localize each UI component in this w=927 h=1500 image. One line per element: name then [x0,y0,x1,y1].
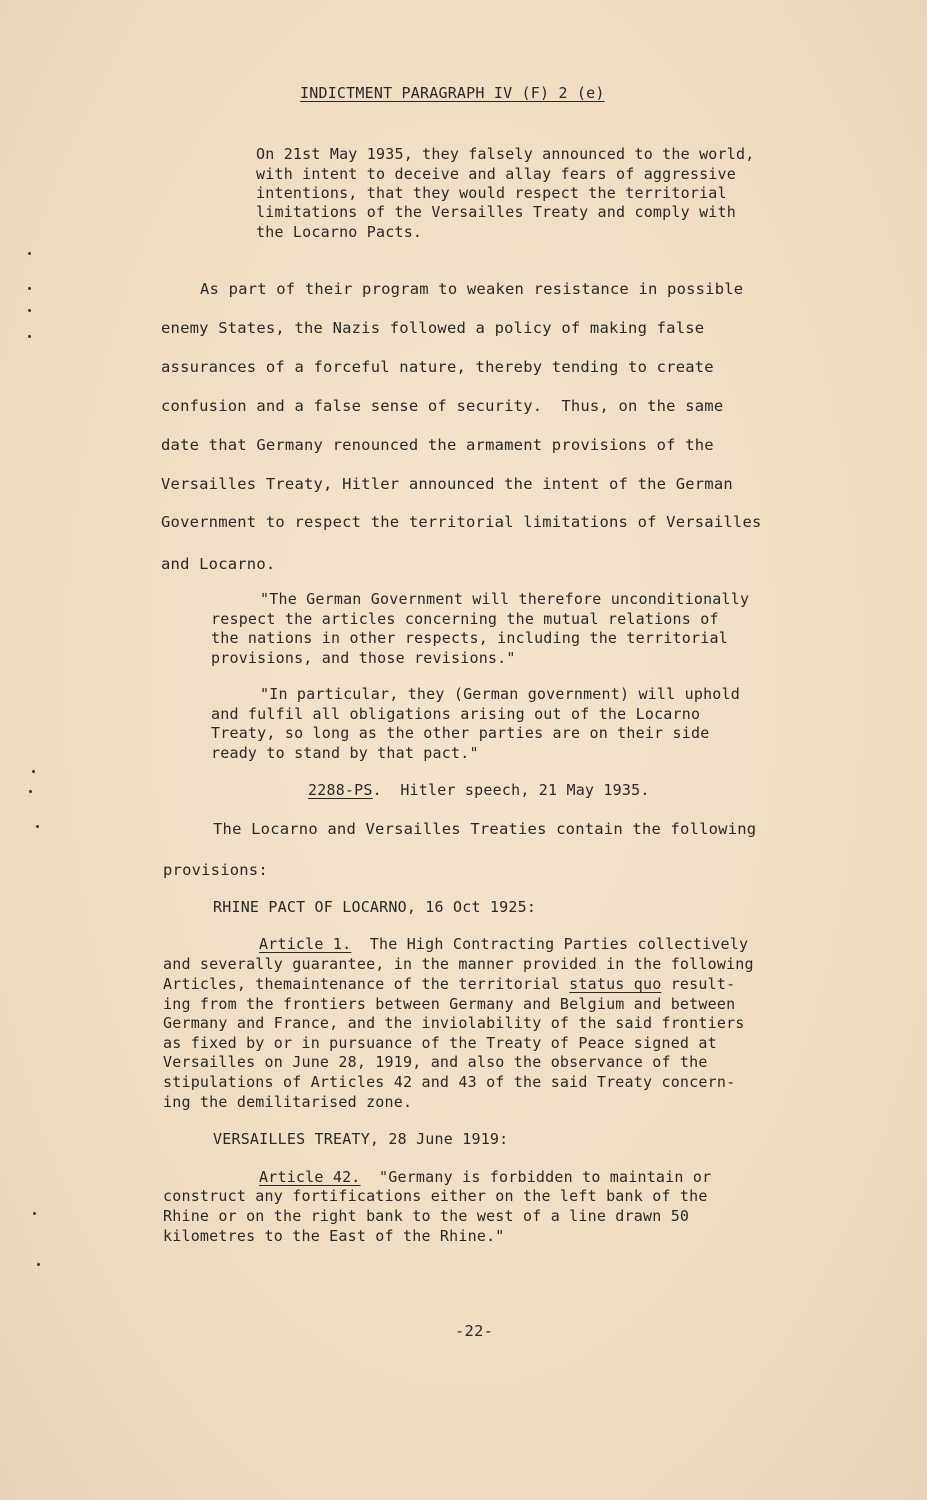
locarno-article-line: Versailles on June 28, 1919, and also the observance of the [163,1053,708,1071]
locarno-article-line: and severally guarantee, in the manner provided in the following [163,955,754,973]
quote-line: ready to stand by that pact." [211,744,479,762]
scan-speck [36,825,39,828]
body-line: Government to respect the territorial limitations of Versailles [161,513,762,531]
body-line: enemy States, the Nazis followed a policy of making false [161,319,705,337]
locarno-heading: RHINE PACT OF LOCARNO, 16 Oct 1925: [213,898,537,916]
versailles-article-line: construct any fortifications either on the left bank of the [163,1187,708,1205]
scan-speck [28,309,31,312]
citation-text: . Hitler speech, 21 May 1935. [372,781,650,799]
body-line: and Locarno. [161,555,276,573]
quote-line: and fulfil all obligations arising out of the Locarno [211,705,701,723]
locarno-text-post: result- [661,975,736,993]
scan-speck [28,335,31,338]
quote-line: provisions, and those revisions." [211,649,516,667]
versailles-article-line: kilometres to the East of the Rhine." [163,1227,505,1245]
scan-speck [28,252,31,255]
scan-speck [37,1263,40,1266]
locarno-text-pre: Articles, themaintenance of the territorial [163,975,570,993]
locarno-article-line [259,935,748,955]
locarno-article-line [163,975,735,995]
versailles-article-text: "Germany is forbidden to maintain or [360,1168,712,1186]
allegation-line: with intent to deceive and allay fears of aggressive [256,165,736,183]
versailles-article-line [259,1168,711,1188]
quote-line: Treaty, so long as the other parties are on their side [211,724,710,742]
quote-line: the nations in other respects, including the territorial [211,629,728,647]
allegation-line: intentions, that they would respect the territorial [256,184,727,202]
allegation-line: On 21st May 1935, they falsely announced to the world, [256,145,755,163]
versailles-article-label: Article 42. [259,1168,361,1186]
versailles-heading: VERSAILLES TREATY, 28 June 1919: [213,1130,509,1148]
locarno-article-line: Germany and France, and the inviolability of the said frontiers [163,1014,745,1032]
body-line: Versailles Treaty, Hitler announced the intent of the German [161,475,733,493]
scan-speck [33,1212,36,1215]
body-line: assurances of a forceful nature, thereby tending to create [161,358,714,376]
locarno-article-line: as fixed by or in pursuance of the Treaty of Peace signed at [163,1034,717,1052]
locarno-article-line: ing from the frontiers between Germany and Belgium and between [163,995,736,1013]
body-line: confusion and a false sense of security. Thus, on the same [161,397,724,415]
body-line: date that Germany renounced the armament provisions of the [161,436,714,454]
quote-line: "The German Government will therefore unconditionally [260,590,750,608]
status-quo-term: status quo [569,975,662,993]
versailles-article-line: Rhine or on the right bank to the west of a line drawn 50 [163,1207,690,1225]
locarno-article-label: Article 1. [259,935,352,953]
citation [308,781,650,801]
intro-line: provisions: [163,861,268,879]
scan-speck [28,287,31,290]
scan-speck [32,770,35,773]
allegation-line: the Locarno Pacts. [256,223,423,241]
quote-line: respect the articles concerning the mutual relations of [211,610,719,628]
locarno-article-line: ing the demilitarised zone. [163,1093,413,1111]
scan-speck [29,790,32,793]
allegation-line: limitations of the Versailles Treaty and comply with [256,203,736,221]
page-title: INDICTMENT PARAGRAPH IV (F) 2 (e) [300,84,605,102]
body-line: As part of their program to weaken resistance in possible [200,280,744,298]
intro-line: The Locarno and Versailles Treaties contain the following [213,820,757,838]
quote-line: "In particular, they (German government) will uphold [260,685,740,703]
locarno-article-line: stipulations of Articles 42 and 43 of the said Treaty concern- [163,1073,736,1091]
citation-document-number: 2288-PS [308,781,373,799]
page-number: -22- [455,1322,494,1340]
locarno-article-text: The High Contracting Parties collectively [351,935,749,953]
